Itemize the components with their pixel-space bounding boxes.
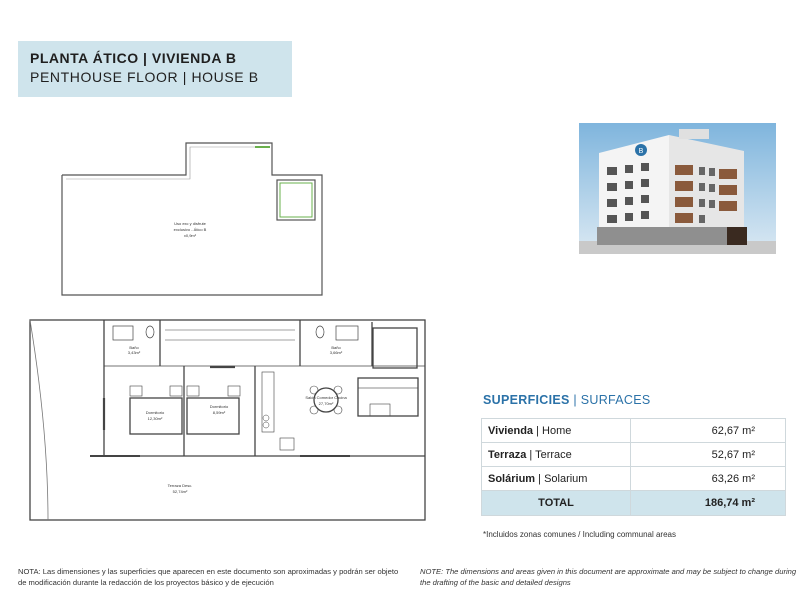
upper-room-label-3: x0,9m²	[183, 233, 197, 238]
terrace-area: 52,74m²	[172, 489, 188, 494]
bath2-name: Baño	[331, 345, 341, 350]
solarium-outline	[62, 143, 322, 295]
row-label: Vivienda | Home	[482, 419, 631, 443]
bed1-name: Dormitorio	[145, 410, 165, 415]
total-label: TOTAL	[482, 491, 631, 516]
living-area: 27,70m²	[318, 401, 334, 406]
total-value: 186,74 m²	[631, 491, 786, 516]
surfaces-title-sep: |	[569, 393, 581, 407]
bath2-area: 3,66m²	[329, 350, 343, 355]
table-row	[482, 443, 786, 467]
living-name: Salón Comedor Cocina	[305, 395, 347, 400]
title-spanish: PLANTA ÁTICO | VIVIENDA B	[30, 50, 237, 66]
surfaces-title	[483, 393, 651, 407]
row-label: Solárium | Solarium	[482, 467, 631, 491]
apartment-outline	[30, 320, 425, 520]
bath1-name: Baño	[129, 345, 139, 350]
bath1-area: 3,43m²	[127, 350, 141, 355]
note-spanish: NOTA: Las dimensiones y las superficies que aparecen en este documento son aproximadas y podrán ser objeto de modificación durante la redacción de los proyectos básico y de ejecución	[18, 567, 399, 587]
title-english: PENTHOUSE FLOOR | HOUSE B	[30, 69, 259, 85]
bed2-name: Dormitorio	[209, 404, 229, 409]
surfaces-title-en: SURFACES	[580, 393, 651, 407]
total-row	[482, 491, 786, 516]
table-row	[482, 467, 786, 491]
upper-room-label-2: exclusivo - Ático B	[173, 227, 207, 232]
upper-room-label-1: Uso exc y disfrute	[174, 221, 206, 226]
row-label: Terraza | Terrace	[482, 443, 631, 467]
terrace-name: Terraza Desc.	[167, 483, 193, 488]
row-value: 63,26 m²	[631, 467, 786, 491]
row-value: 62,67 m²	[631, 419, 786, 443]
surfaces-title-es: SUPERFICIES	[483, 393, 570, 407]
note-english: NOTE: The dimensions and areas given in this document are approximate and may be subject to change during the drafting of the basic and detailed designs	[420, 567, 797, 587]
surfaces-table	[481, 418, 786, 516]
communal-note: *Incluidos zonas comunes / Including communal areas	[483, 530, 676, 539]
table-row	[482, 419, 786, 443]
bed2-area: 8,59m²	[212, 410, 226, 415]
row-value: 52,67 m²	[631, 443, 786, 467]
floor-plan	[0, 0, 440, 530]
building-render	[579, 123, 776, 254]
bed1-area: 12,30m²	[147, 416, 163, 421]
building-badge: B	[638, 148, 644, 155]
solarium-stair-box	[277, 180, 315, 220]
